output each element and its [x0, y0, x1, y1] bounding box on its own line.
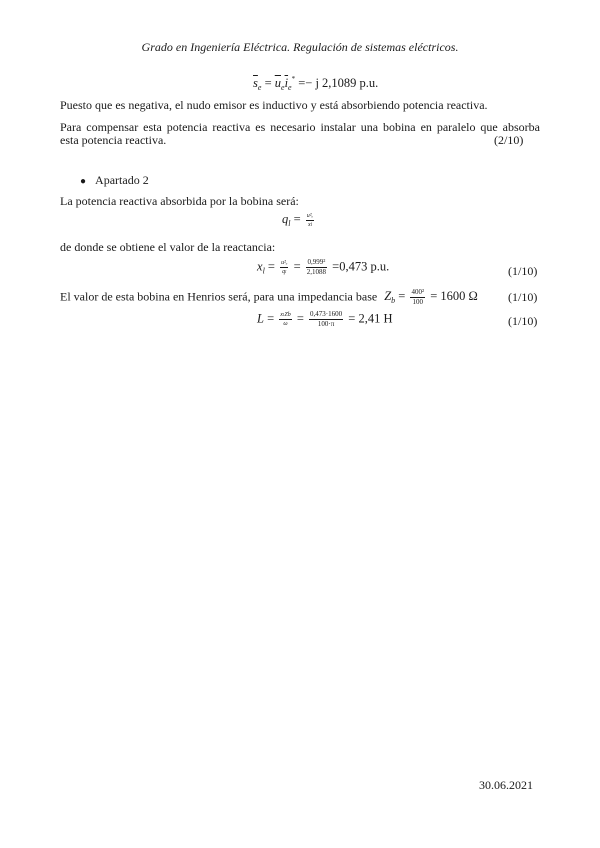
paragraph-negative: Puesto que es negativa, el nudo emisor es inductivo y está absorbiendo potencia reactiva. — [60, 98, 488, 112]
score-badge: (2/10) — [494, 133, 524, 147]
score-badge: (1/10) — [508, 264, 538, 278]
paragraph-henrios — [60, 289, 478, 306]
section-title: Apartado 2 — [95, 173, 149, 187]
fraction-q-num: u²ₑ — [306, 212, 314, 219]
fraction-x1-num: u²ₑ — [281, 260, 288, 266]
eq-s-symbol: $\overline{s}$ — [253, 76, 258, 90]
equation-reactance: $x_l$ = $\frac{\text{u²ₑ}}{\text{qₗ}}$ = $\frac{\text{0,999²}}{2,1088}$ =0,473 p.u. — [257, 258, 390, 276]
fraction-x2-num: 0,999² — [307, 258, 326, 266]
eq-q-symbol: q — [282, 212, 289, 226]
eq-x-symbol: x — [257, 259, 263, 274]
eq-z-result: = 1600 Ω — [430, 289, 478, 304]
fraction-x2-den: 2,1088 — [306, 268, 327, 276]
equation-base-impedance: $Z_b$ = $\frac{\text{400²}}{100}$ = 1600 Ω — [384, 288, 478, 306]
eq-q-sub: l — [288, 219, 291, 228]
fraction-l1 — [279, 312, 291, 327]
eq-i-symbol: $\overline{i}$ — [284, 76, 289, 90]
fraction-z-num: 400² — [411, 288, 425, 296]
equation-apparent-power: $\overline{s}_e = \overline{u}_e\overline{i}_e^* =- j$ 2,1089 p.u. — [253, 75, 379, 92]
fraction-l1-num: xₗZb — [280, 312, 291, 318]
section-heading — [80, 173, 149, 188]
eq-s-result: =− j 2,1089 p.u. — [298, 76, 379, 90]
eq-l-symbol: L — [257, 311, 264, 326]
fraction-l2-den: 100·π — [317, 320, 335, 328]
eq-z-sub: b — [391, 296, 396, 306]
fraction-l1-den: ω — [283, 321, 288, 327]
eq-i-sub: e — [288, 83, 292, 92]
eq-u-symbol: $\overline{u}$ — [274, 76, 281, 90]
fraction-z — [410, 289, 425, 306]
page-header: Grado en Ingeniería Eléctrica. Regulación de sistemas eléctricos. — [141, 40, 459, 54]
paragraph-reactance: de donde se obtiene el valor de la reactancia: — [60, 240, 276, 254]
score-badge: (1/10) — [508, 314, 538, 328]
eq-i-conj: * — [291, 75, 296, 83]
fraction-x2 — [306, 259, 327, 276]
eq-x-sub: l — [262, 266, 265, 276]
paragraph-reactive-power: La potencia reactiva absorbida por la bobina será: — [60, 194, 299, 208]
eq-z-symbol: Z — [384, 289, 392, 304]
footer-date: 30.06.2021 — [479, 778, 533, 792]
equation-inductance: L = $\frac{\text{xₗZb}}{\omega}$ = $\frac{0,473\cdot 1600}{100\cdot\pi}$ = 2,41 H — [257, 310, 393, 328]
fraction-q — [306, 213, 314, 228]
fraction-q-den: xl — [307, 221, 313, 228]
fraction-l2-num: 0,473·1600 — [310, 310, 343, 318]
eq-s-sub: e — [257, 83, 262, 92]
equation-reactive-power: $q_l$ = $\frac{\text{u²ₑ}}{xl}$ — [282, 212, 314, 228]
eq-x-result: =0,473 p.u. — [332, 259, 390, 274]
eq-l-result: = 2,41 H — [348, 311, 393, 326]
paragraph-compensate-line2: esta potencia reactiva. — [60, 133, 167, 147]
bullet-icon: ● — [80, 176, 87, 187]
score-badge: (1/10) — [508, 290, 538, 304]
fraction-x1-den: qₗ — [282, 269, 287, 275]
fraction-x1 — [280, 260, 288, 275]
eq-u-sub: e — [281, 83, 285, 92]
paragraph-henrios-text: El valor de esta bobina en Henrios será, para una impedancia base — [60, 289, 378, 304]
fraction-l2 — [309, 311, 343, 328]
paragraph-compensate-line1: Para compensar esta potencia reactiva es necesario instalar una bobina en paralelo que absorba — [60, 120, 540, 134]
fraction-z-den: 100 — [412, 298, 424, 306]
